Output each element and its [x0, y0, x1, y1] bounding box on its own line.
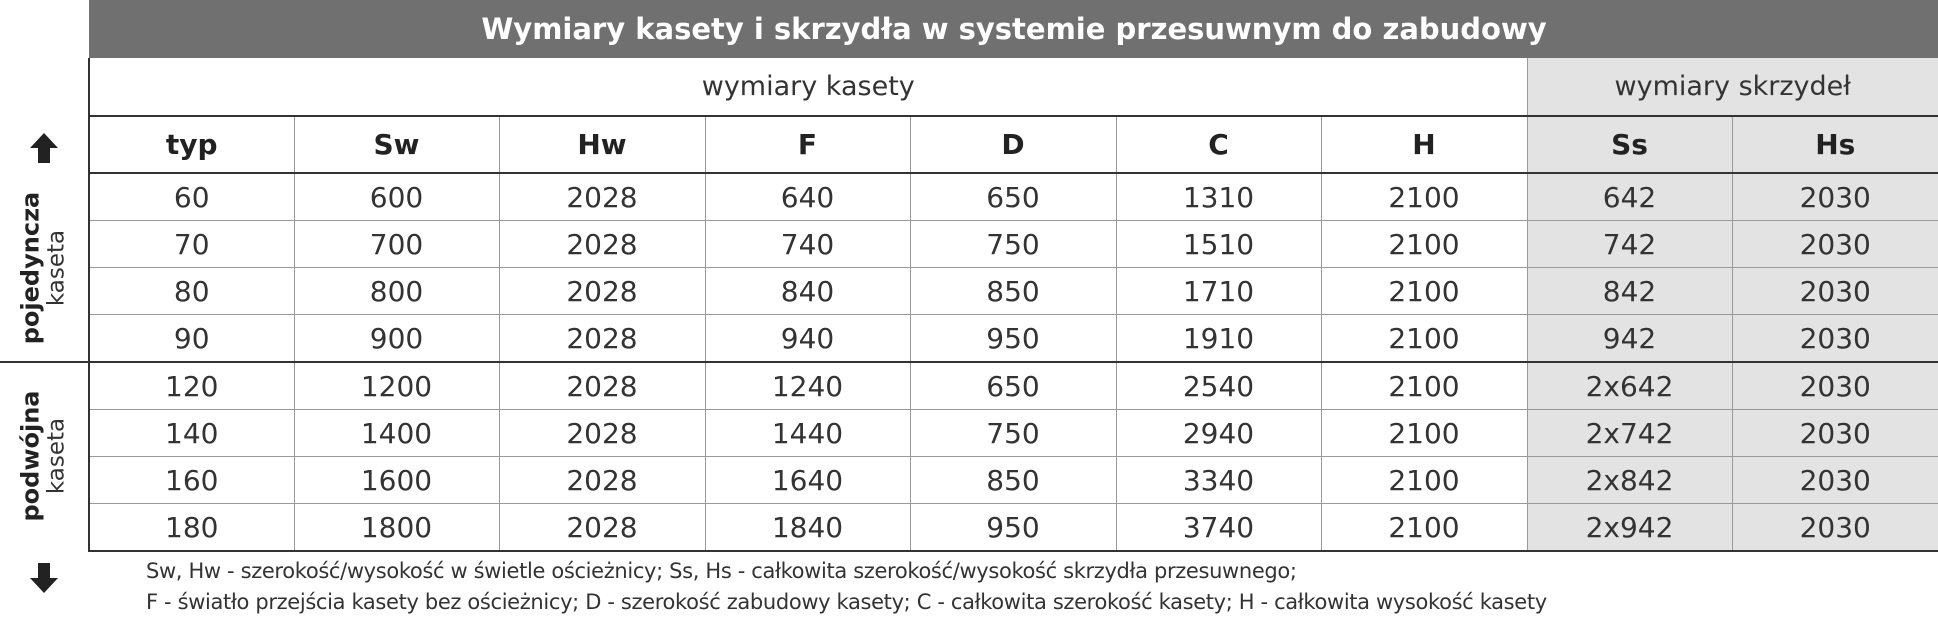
dimensions-table — [88, 0, 1938, 552]
cell-sw: 600 — [294, 173, 499, 221]
cell-h: 2100 — [1321, 362, 1527, 410]
cell-c: 2940 — [1116, 410, 1321, 457]
group-label-single-bold: pojedyncza — [16, 191, 45, 345]
cell-f: 1840 — [705, 504, 910, 552]
column-header-sw: Sw — [294, 116, 499, 173]
table-row — [89, 173, 1938, 221]
table-row — [89, 410, 1938, 457]
cell-ss: 2x942 — [1527, 504, 1732, 552]
cell-sw: 800 — [294, 268, 499, 315]
group-header-cassette: wymiary kasety — [89, 58, 1527, 116]
column-header-f: F — [705, 116, 910, 173]
column-header-typ: typ — [89, 116, 294, 173]
cell-hs: 2030 — [1732, 173, 1938, 221]
column-header-h: H — [1321, 116, 1527, 173]
group-label-double-bold: podwójna — [16, 390, 45, 522]
cell-hw: 2028 — [499, 504, 705, 552]
cell-h: 2100 — [1321, 268, 1527, 315]
cell-hw: 2028 — [499, 315, 705, 363]
table-row — [89, 221, 1938, 268]
left-column — [0, 0, 88, 618]
cell-d: 650 — [910, 173, 1116, 221]
group-header-leaf: wymiary skrzydeł — [1527, 58, 1938, 116]
cell-sw: 1200 — [294, 362, 499, 410]
cell-f: 1440 — [705, 410, 910, 457]
cell-hs: 2030 — [1732, 504, 1938, 552]
column-header-row — [89, 116, 1938, 173]
footnote-line-1: Sw, Hw - szerokość/wysokość w świetle ościeżnicy; Ss, Hs - całkowita szerokość/wysokość skrzydła przesuwnego; — [146, 559, 1297, 583]
cell-ss: 942 — [1527, 315, 1732, 363]
cell-hs: 2030 — [1732, 268, 1938, 315]
cell-hw: 2028 — [499, 457, 705, 504]
cell-h: 2100 — [1321, 315, 1527, 363]
cell-sw: 1400 — [294, 410, 499, 457]
cell-typ: 70 — [89, 221, 294, 268]
cell-c: 2540 — [1116, 362, 1321, 410]
cell-d: 650 — [910, 362, 1116, 410]
table-row — [89, 268, 1938, 315]
cell-h: 2100 — [1321, 410, 1527, 457]
cell-typ: 160 — [89, 457, 294, 504]
table-title: Wymiary kasety i skrzydła w systemie przesuwnym do zabudowy — [89, 0, 1938, 58]
cell-c: 1510 — [1116, 221, 1321, 268]
cell-ss: 842 — [1527, 268, 1732, 315]
column-header-d: D — [910, 116, 1116, 173]
column-header-hw: Hw — [499, 116, 705, 173]
column-header-ss: Ss — [1527, 116, 1732, 173]
cell-ss: 742 — [1527, 221, 1732, 268]
cell-d: 750 — [910, 410, 1116, 457]
cell-d: 850 — [910, 268, 1116, 315]
cell-hs: 2030 — [1732, 362, 1938, 410]
group-label-single-light: kaseta — [43, 229, 70, 307]
table-row — [89, 504, 1938, 552]
cell-d: 750 — [910, 221, 1116, 268]
table-body — [89, 173, 1938, 551]
table-row — [89, 315, 1938, 363]
cell-h: 2100 — [1321, 504, 1527, 552]
cell-typ: 180 — [89, 504, 294, 552]
cell-typ: 120 — [89, 362, 294, 410]
cell-ss: 642 — [1527, 173, 1732, 221]
cell-hs: 2030 — [1732, 315, 1938, 363]
cell-h: 2100 — [1321, 221, 1527, 268]
cell-f: 1640 — [705, 457, 910, 504]
arrow-down-icon — [24, 558, 64, 598]
cell-ss: 2x742 — [1527, 410, 1732, 457]
cell-hs: 2030 — [1732, 457, 1938, 504]
cell-f: 640 — [705, 173, 910, 221]
cell-f: 940 — [705, 315, 910, 363]
cell-typ: 80 — [89, 268, 294, 315]
column-header-hs: Hs — [1732, 116, 1938, 173]
cell-f: 840 — [705, 268, 910, 315]
cell-c: 1310 — [1116, 173, 1321, 221]
cell-hw: 2028 — [499, 173, 705, 221]
group-label-double-light: kaseta — [43, 417, 70, 495]
cell-ss: 2x642 — [1527, 362, 1732, 410]
cell-hs: 2030 — [1732, 221, 1938, 268]
cell-typ: 140 — [89, 410, 294, 457]
cell-h: 2100 — [1321, 173, 1527, 221]
cell-hs: 2030 — [1732, 410, 1938, 457]
table-row — [89, 362, 1938, 410]
cell-sw: 1600 — [294, 457, 499, 504]
group-label-double — [0, 362, 88, 550]
cell-hw: 2028 — [499, 362, 705, 410]
cell-ss: 2x842 — [1527, 457, 1732, 504]
group-label-single — [0, 174, 88, 362]
table-row — [89, 457, 1938, 504]
cell-d: 950 — [910, 315, 1116, 363]
footnote-line-2: F - światło przejścia kasety bez ościeżnicy; D - szerokość zabudowy kasety; C - całkowita szerokość kasety; H - całkowita wysokość kasety — [146, 590, 1547, 614]
column-header-c: C — [1116, 116, 1321, 173]
dimensions-table-wrap — [88, 0, 1938, 552]
arrow-up-icon — [24, 128, 64, 168]
cell-d: 850 — [910, 457, 1116, 504]
cell-sw: 900 — [294, 315, 499, 363]
cell-c: 3340 — [1116, 457, 1321, 504]
cell-d: 950 — [910, 504, 1116, 552]
cell-typ: 60 — [89, 173, 294, 221]
cell-c: 1910 — [1116, 315, 1321, 363]
footnotes — [146, 556, 1547, 618]
cell-hw: 2028 — [499, 268, 705, 315]
cell-c: 1710 — [1116, 268, 1321, 315]
cell-sw: 1800 — [294, 504, 499, 552]
cell-h: 2100 — [1321, 457, 1527, 504]
cell-f: 1240 — [705, 362, 910, 410]
cell-f: 740 — [705, 221, 910, 268]
cell-sw: 700 — [294, 221, 499, 268]
cell-hw: 2028 — [499, 410, 705, 457]
cell-typ: 90 — [89, 315, 294, 363]
cell-hw: 2028 — [499, 221, 705, 268]
cell-c: 3740 — [1116, 504, 1321, 552]
